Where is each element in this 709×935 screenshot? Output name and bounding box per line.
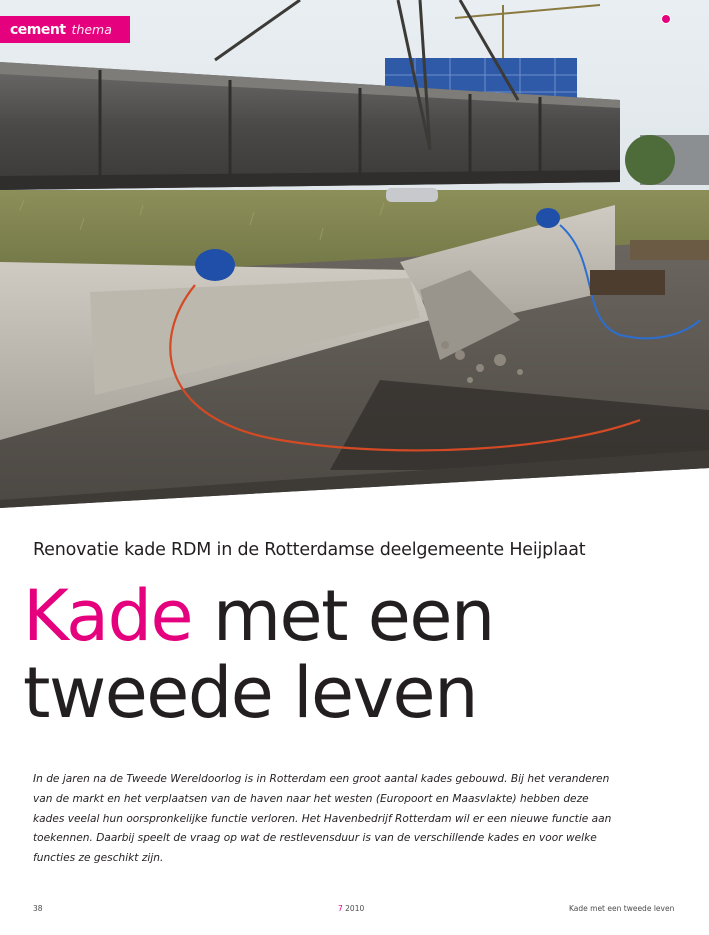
title-accent-word: Kade — [23, 575, 193, 657]
page-number: 38 — [33, 904, 43, 913]
running-title: Kade met een tweede leven — [569, 904, 675, 913]
corner-marker — [661, 14, 671, 24]
brand-tag — [0, 16, 130, 43]
title-line2: tweede leven — [23, 652, 477, 734]
issue-year: 2010 — [342, 904, 365, 913]
brand-logo: cement — [10, 21, 66, 38]
article-subtitle: Renovatie kade RDM in de Rotterdamse deelgemeente Heijplaat — [33, 540, 586, 560]
title-line1-rest: met een — [192, 575, 494, 657]
issue-label — [338, 904, 364, 913]
article-title — [23, 575, 494, 734]
issue-number: 7 — [338, 904, 343, 913]
article-intro: In de jaren na de Tweede Wereldoorlog is in Rotterdam een groot aantal kades gebouwd. Bij het veranderen van de markt en het verplaatsen van de haven naar het westen (Europoort en Maasvlakte) hebben deze kades veelal hun oorspronkelijke functie verloren. Het Havenbedrijf Rotterdam wil er een nieuwe functie aan toekennen. Daarbij speelt de vraag op wat de restlevensduur is van de verschillende kades en voor welke functies ze geschikt zijn. — [33, 773, 612, 865]
section-label: thema — [71, 22, 112, 37]
